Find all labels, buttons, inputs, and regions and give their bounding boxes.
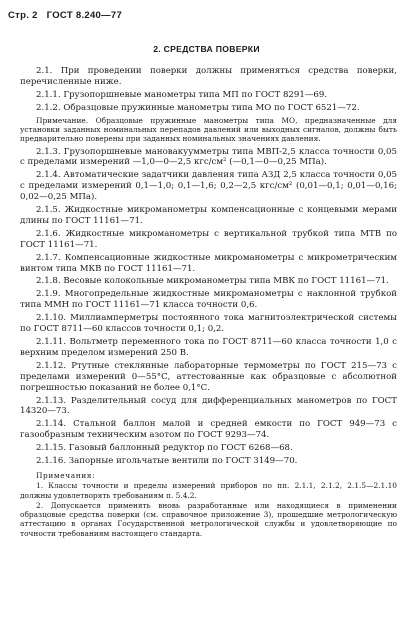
paragraph-2-1-1: 2.1.1. Грузопоршневые манометры типа МП по ГОСТ 8291—69. [36,89,328,100]
section-title: 2. СРЕДСТВА ПОВЕРКИ [153,44,260,54]
note-2: 2. Допускается применять вновь разработанные или находящиеся в применении образцовые средства поверки (см. справочное приложение 3), прошедшие метрологическую аттестацию в органах Государственной метрологической службы и удовлетворяющие по точности требованиям настоящего стандарта. [20,500,397,538]
paragraph-2-1-14: 2.1.14. Стальной баллон малой и средней емкости по ГОСТ 949—73 с газообразным техническим азотом по ГОСТ 9293—74. [20,419,397,441]
paragraph-2-1-5: 2.1.5. Жидкостные микроманометры компенсационные с концевыми мерами длины по ГОСТ 11161—71. [20,205,397,226]
page-header [8,10,128,21]
paragraph-2-1-11: 2.1.11. Вольтметр переменного тока по ГОСТ 8711—60 класса точности 1,0 с верхним пределом измерений 250 В. [20,337,397,358]
note-paragraph: Примечание. Образцовые пружинные манометры типа МО, предназначенные для установки заданных номинальных перепадов давлений или выходных сигналов, должны быть предварительно поверены при заданных номинальных значениях давления. [20,115,397,144]
paragraph-2-1-16: 2.1.16. Запорные игольчатые вентили по ГОСТ 3149—70. [36,456,298,467]
paragraph-2-1-9: 2.1.9. Многопредельные жидкостные микроманометры с наклонной трубкой типа ММН по ГОСТ 11161—71 класса точности 0,6. [20,289,397,311]
paragraph-2-1-15: 2.1.15. Газовый баллонный редуктор по ГОСТ 6268—68. [36,443,293,454]
page-number: Стр. 2 [8,10,38,21]
paragraph-2-1-12: 2.1.12. Ртутные стеклянные лабораторные термометры по ГОСТ 215—73 с пределами измерений 0—55°С, аттестованные как образцовые с абсолютной погрешностью показаний не более 0,1°С. [20,360,397,393]
paragraph-2-1-4: 2.1.4. Автоматические задатчики давления типа АЗД 2,5 класса точности 0,05 с пределами измерений 0,1—1,0; 0,1—1,6; 0,2—2,5 кгс/см² (0,01—0,1; 0,01—0,16; 0,02—0,25 МПа). [20,170,397,203]
paragraph-2-1: 2.1. При проведении поверки должны применяться средства поверки, перечисленные ниже. [20,66,397,87]
document-body [20,66,397,539]
paragraph-2-1-10: 2.1.10. Миллиамперметры постоянного тока магнитоэлектрической системы по ГОСТ 8711—60 классов точности 0,1; 0,2. [20,313,397,335]
paragraph-2-1-8: 2.1.8. Весовые колокольные микроманометры типа МВК по ГОСТ 11161—71. [36,276,389,287]
paragraph-2-1-3: 2.1.3. Грузопоршневые мановакуумметры типа МВП-2,5 класса точности 0,05 с пределами измерений —1,0—0—2,5 кгс/см² (—0,1—0—0,25 МПа). [20,146,397,168]
note-1: 1. Классы точности и пределы измерений приборов по пп. 2.1.1, 2.1.2, 2.1.5—2.1.10 должны удовлетворять требованиям п. 5.4.2. [20,481,397,500]
paragraph-2-1-6: 2.1.6. Жидкостные микроманометры с вертикальной трубкой типа МТВ по ГОСТ 11161—71. [20,228,397,250]
paragraph-2-1-7: 2.1.7. Компенсационные жидкостные микроманометры с микрометрическим винтом типа МКВ по ГОСТ 11161—71. [20,252,397,274]
standard-number: ГОСТ 8.240—77 [46,10,123,21]
paragraph-2-1-13: 2.1.13. Разделительный сосуд для дифференциальных манометров по ГОСТ 14320—73. [20,395,397,417]
notes-heading: Примечания: [36,470,96,480]
paragraph-2-1-2: 2.1.2. Образцовые пружинные манометры типа МО по ГОСТ 6521—72. [36,102,360,113]
